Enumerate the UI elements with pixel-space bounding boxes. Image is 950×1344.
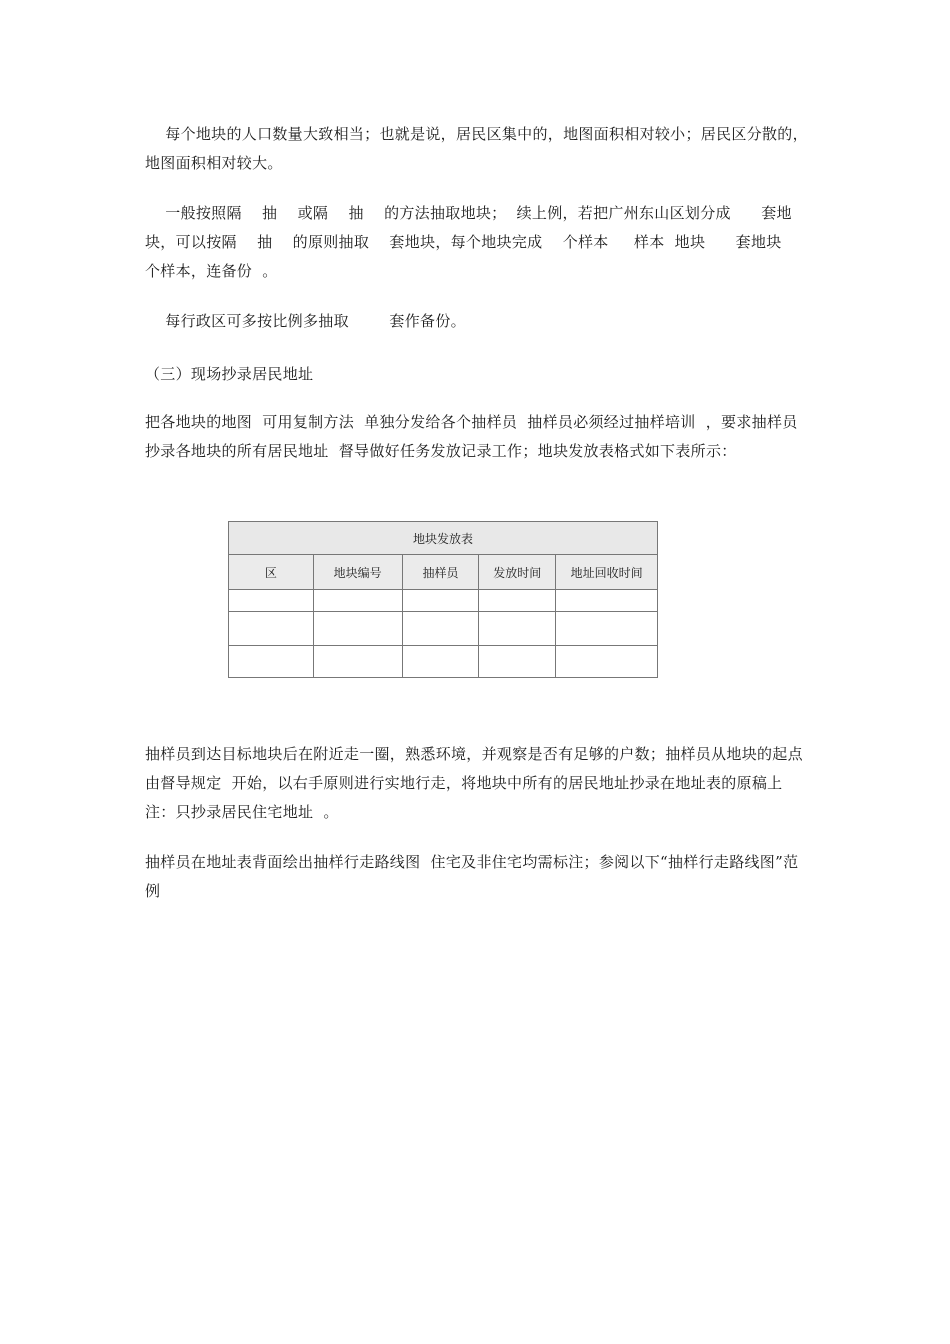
dispatch-table xyxy=(228,521,658,678)
column-header-return-time: 地址回收时间 xyxy=(556,555,658,590)
paragraph-walk-route: 抽样员到达目标地块后在附近走一圈，熟悉环境，并观察是否有足够的户数；抽样员从地块的起点 由督导规定 开始，以右手原则进行实地行走，将地块中所有的居民地址抄录在地址表的原稿上 注：只抄录居民住宅地址 。 xyxy=(145,745,814,821)
column-header-dispatch-time: 发放时间 xyxy=(479,555,556,590)
dispatch-table-container xyxy=(228,521,658,678)
table-cell xyxy=(402,590,479,612)
table-cell xyxy=(556,646,658,678)
column-header-block-id: 地块编号 xyxy=(313,555,402,590)
paragraph-route-map: 抽样员在地址表背面绘出抽样行走路线图 住宅及非住宅均需标注；参阅以下“抽样行走路线图”范例 xyxy=(145,853,799,900)
paragraph-sampling-method: 一般按照隔 抽 或隔 抽 的方法抽取地块； 续上例，若把广州东山区划分成 套地块，可以按隔 抽 的原则抽取 套地块，每个地块完成 个样本 样本 地块 套地块 个样本，连备份 。 xyxy=(145,204,812,280)
table-row xyxy=(229,590,658,612)
table-cell xyxy=(556,590,658,612)
paragraph-block-population: 每个地块的人口数量大致相当；也就是说，居民区集中的，地图面积相对较小；居民区分散的，地图面积相对较大。 xyxy=(145,125,808,172)
table-cell xyxy=(402,612,479,646)
table-row xyxy=(229,612,658,646)
table-title: 地块发放表 xyxy=(229,522,658,555)
table-cell xyxy=(229,612,314,646)
table-cell xyxy=(313,612,402,646)
table-cell xyxy=(313,646,402,678)
table-cell xyxy=(229,646,314,678)
table-cell xyxy=(313,590,402,612)
table-cell xyxy=(556,612,658,646)
table-cell xyxy=(479,590,556,612)
section-heading: （三）现场抄录居民地址 xyxy=(145,365,314,383)
table-cell xyxy=(479,612,556,646)
paragraph-backup: 每行政区可多按比例多抽取 套作备份。 xyxy=(145,312,466,330)
paragraph-distribute-maps: 把各地块的地图 可用复制方法 单独分发给各个抽样员 抽样员必须经过抽样培训 ，要求抽样员抄录各地块的所有居民地址 督导做好任务发放记录工作；地块发放表格式如下表所示： xyxy=(145,413,798,460)
column-header-sampler: 抽样员 xyxy=(402,555,479,590)
table-cell xyxy=(479,646,556,678)
table-cell xyxy=(229,590,314,612)
column-header-district: 区 xyxy=(229,555,314,590)
table-cell xyxy=(402,646,479,678)
table-row xyxy=(229,646,658,678)
